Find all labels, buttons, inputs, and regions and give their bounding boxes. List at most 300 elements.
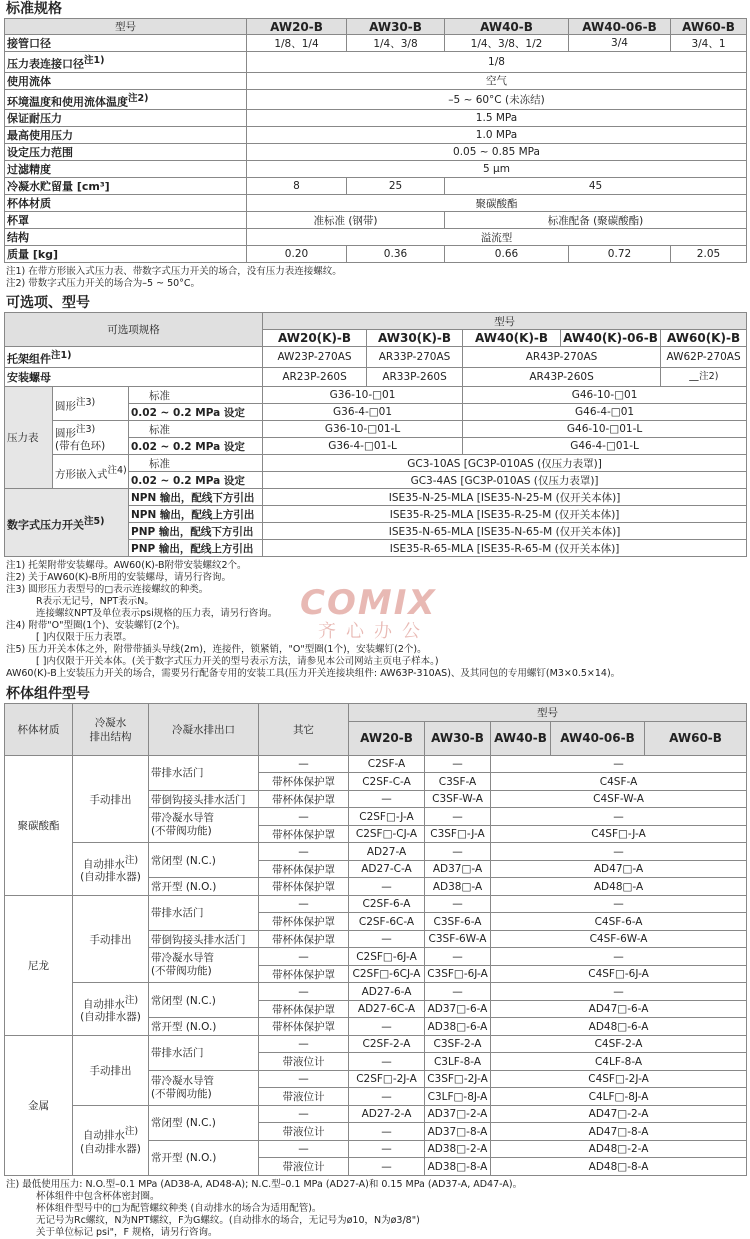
cell: C2SF□-2J-A <box>349 1070 425 1088</box>
footnote: 连接螺纹NPT及单位表示psi规格的压力表，请另行咨询。 <box>36 608 278 620</box>
cell: ISE35-R-25-MLA [ISE35-R-25-M (仅开关本体)] <box>263 506 747 523</box>
header-cell: AW40(K)-B <box>463 330 561 347</box>
cell: C4SF-6W-A <box>491 930 747 948</box>
table-row <box>5 1035 747 1053</box>
cell: G36-10-□01 <box>263 387 463 404</box>
subgroup-label <box>53 455 129 489</box>
cell: — <box>259 1070 349 1088</box>
cell: — <box>491 948 747 966</box>
cell: 0.02 ~ 0.2 MPa 设定 <box>129 438 263 455</box>
cell: AR33P-260S <box>367 367 463 387</box>
footnote: 注2) 带数字式压力开关的场合为–5 ~ 50°C。 <box>6 278 201 290</box>
cell: PNP 输出，配线下方引出 <box>129 523 263 540</box>
cell: 带液位计 <box>259 1088 349 1106</box>
cell: 聚碳酸酯 <box>247 195 747 212</box>
section-title-options: 可选项、型号 <box>6 295 90 312</box>
row-label: 冷凝水贮留量 [cm³] <box>5 178 247 195</box>
footnote: 无记号为Rc螺纹，N为NPT螺纹，F为G螺纹。(自动排水的场合，无记号为ø10，N为ø3/8") <box>36 1214 420 1226</box>
header-cell: AW40-06-B <box>551 721 645 755</box>
table-row <box>5 127 747 144</box>
cell: 标准 <box>129 455 263 472</box>
subgroup-label <box>53 421 129 455</box>
row-label: 质量 [kg] <box>5 246 247 263</box>
cell: — <box>259 1140 349 1158</box>
cell: ISE35-N-25-MLA [ISE35-N-25-M (仅开关本体)] <box>263 489 747 506</box>
outlet-type: 常开型 (N.O.) <box>149 878 259 896</box>
cell: 0.05 ~ 0.85 MPa <box>247 144 747 161</box>
outlet-type <box>149 948 259 983</box>
cell: 空气 <box>247 72 747 89</box>
label-text: 带冷凝水导管 <box>151 812 214 825</box>
cell: 8 <box>247 178 347 195</box>
label-text: (自动排水器) <box>80 1011 141 1024</box>
label-text: 自动排水 <box>82 1129 125 1142</box>
header-cell: AW40-B <box>445 19 569 35</box>
cell: — <box>349 1053 425 1071</box>
label-text: 环境温度和使用流体温度 <box>7 95 128 109</box>
cell: — <box>349 1123 425 1141</box>
cell: — <box>349 1158 425 1176</box>
cell: G36-4-□01 <box>263 404 463 421</box>
cell: NPN 输出，配线上方引出 <box>129 506 263 523</box>
cell: AD47□-A <box>491 860 747 878</box>
cell: AD47□-8-A <box>491 1123 747 1141</box>
cell: AD37□-6-A <box>425 1000 491 1018</box>
cell: C3SF-6W-A <box>425 930 491 948</box>
table-row <box>5 895 747 913</box>
outlet-type <box>149 1070 259 1105</box>
note-ref: 注1) <box>84 55 105 66</box>
cell: C3LF-8-A <box>425 1053 491 1071</box>
cell: 45 <box>445 178 747 195</box>
footnote: [ ]内仅限于开关本体。(关于数字式压力开关的型号表示方法，请参见本公司网站主页电子样本。) <box>36 656 439 668</box>
cell: C3SF-A <box>425 773 491 791</box>
header-cell: 型号 <box>349 704 747 722</box>
outlet-type: 带倒钩接头排水活门 <box>149 930 259 948</box>
label-text: 带冷凝水导管 <box>151 1074 214 1087</box>
cell: 带液位计 <box>259 1053 349 1071</box>
cell: 5 μm <box>247 161 747 178</box>
cell: — <box>425 843 491 861</box>
row-label: 杯罩 <box>5 212 247 229</box>
cell: AD27-6C-A <box>349 1000 425 1018</box>
row-label: 接管口径 <box>5 35 247 52</box>
label-text: 排出结构 <box>89 730 132 743</box>
header-cell: AW60-B <box>671 19 747 35</box>
cell: C2SF-6-A <box>349 895 425 913</box>
cell: G46-10-□01 <box>463 387 747 404</box>
cell: 3/4、1 <box>671 35 747 52</box>
label-text: 圆形 <box>55 427 76 440</box>
cell: 准标准 (钢带) <box>247 212 445 229</box>
row-label: 设定压力范围 <box>5 144 247 161</box>
cell: 1/8、1/4 <box>247 35 347 52</box>
table-row <box>5 161 747 178</box>
label-text: 压力表连接口径 <box>7 57 84 71</box>
table-row <box>5 387 747 404</box>
cell: ISE35-N-65-MLA [ISE35-N-65-M (仅开关本体)] <box>263 523 747 540</box>
cell: C3SF□-6J-A <box>425 965 491 983</box>
label-text: 自动排水 <box>82 858 125 871</box>
footnote: R表示无记号，NPT表示N。 <box>36 596 154 608</box>
cell: — <box>259 895 349 913</box>
outlet-type: 常开型 (N.O.) <box>149 1018 259 1036</box>
label-text: 方形嵌入式 <box>55 468 108 481</box>
table-row <box>5 347 747 368</box>
cell: 带杯体保护罩 <box>259 878 349 896</box>
cell: — <box>349 878 425 896</box>
header-cell: AW20-B <box>247 19 347 35</box>
cell: 带液位计 <box>259 1158 349 1176</box>
cell: 带液位计 <box>259 1123 349 1141</box>
cell: AD37□-2-A <box>425 1105 491 1123</box>
cell: — <box>425 983 491 1001</box>
row-label: 过滤精度 <box>5 161 247 178</box>
label-text: 数字式压力开关 <box>7 518 84 532</box>
cell: 带杯体保护罩 <box>259 825 349 843</box>
label-text: (自动排水器) <box>80 871 141 884</box>
header-cell: AW60(K)-B <box>661 330 747 347</box>
cell: — <box>425 808 491 826</box>
outlet-type: 常闭型 (N.C.) <box>149 983 259 1018</box>
cell: — <box>491 895 747 913</box>
cell: AR33P-270AS <box>367 347 463 368</box>
cell: C2SF□-6CJ-A <box>349 965 425 983</box>
cell: 0.36 <box>347 246 445 263</box>
cell: — <box>349 1018 425 1036</box>
cell: AD48□-A <box>491 878 747 896</box>
cell: C3SF□-2J-A <box>425 1070 491 1088</box>
outlet-type: 带排水活门 <box>149 755 259 790</box>
table-row <box>5 367 747 387</box>
cell: 带杯体保护罩 <box>259 913 349 931</box>
note-ref: 注) <box>124 994 139 1006</box>
group-label: 压力表 <box>5 387 53 489</box>
cell: 带杯体保护罩 <box>259 1018 349 1036</box>
cell: 带杯体保护罩 <box>259 773 349 791</box>
table-row <box>5 52 747 73</box>
table-row <box>5 246 747 263</box>
label-text: (不带阀功能) <box>151 965 212 978</box>
header-cell: 杯体材质 <box>5 704 73 756</box>
footnote: 注1) 在带方形嵌入式压力表、带数字式压力开关的场合，没有压力表连接螺纹。 <box>6 266 342 278</box>
material-label: 尼龙 <box>5 895 73 1035</box>
cell: 带杯体保护罩 <box>259 790 349 808</box>
header-cell: AW30-B <box>347 19 445 35</box>
cell: C3SF-W-A <box>425 790 491 808</box>
cell: — <box>491 843 747 861</box>
cell: AD27-C-A <box>349 860 425 878</box>
cell: AD48□-2-A <box>491 1140 747 1158</box>
drain-type <box>73 983 149 1036</box>
header-cell: AW20-B <box>349 721 425 755</box>
header-cell: 型号 <box>5 19 247 35</box>
cell: C3SF-2-A <box>425 1035 491 1053</box>
cell: AW62P-270AS <box>661 347 747 368</box>
row-label: 安装螺母 <box>5 367 263 387</box>
cell: 标准配备 (聚碳酸酯) <box>445 212 747 229</box>
cell: ISE35-R-65-MLA [ISE35-R-65-M (仅开关本体)] <box>263 540 747 557</box>
material-label: 金属 <box>5 1035 73 1175</box>
material-label: 聚碳酸酯 <box>5 755 73 895</box>
note-ref: 注3) <box>76 397 96 409</box>
drain-type: 手动排出 <box>73 1035 149 1105</box>
header-cell: 冷凝水排出口 <box>149 704 259 756</box>
header-cell: AW30(K)-B <box>367 330 463 347</box>
cell: C2SF□-J-A <box>349 808 425 826</box>
row-label: 杯体材质 <box>5 195 247 212</box>
table-row <box>5 144 747 161</box>
header-cell: AW40(K)-06-B <box>561 330 661 347</box>
cell: C4LF□-8J-A <box>491 1088 747 1106</box>
cell: C3LF□-8J-A <box>425 1088 491 1106</box>
cell: AD47□-2-A <box>491 1105 747 1123</box>
outlet-type: 带排水活门 <box>149 1035 259 1070</box>
dash: — <box>688 374 700 387</box>
cell: 标准 <box>129 387 263 404</box>
label-text: 托架组件 <box>7 352 51 366</box>
cell: G36-10-□01-L <box>263 421 463 438</box>
cell: C2SF-6C-A <box>349 913 425 931</box>
table-row <box>5 489 747 506</box>
cell: 0.02 ~ 0.2 MPa 设定 <box>129 472 263 489</box>
cell: G46-10-□01-L <box>463 421 747 438</box>
table-row <box>5 178 747 195</box>
row-label <box>5 347 263 368</box>
header-cell: AW40-06-B <box>569 19 671 35</box>
bowl-assembly-table <box>4 703 747 1176</box>
cell: C4SF-W-A <box>491 790 747 808</box>
cell: 25 <box>347 178 445 195</box>
note-ref: 注2) <box>128 92 149 104</box>
table-row <box>5 110 747 127</box>
cell: C2SF-2-A <box>349 1035 425 1053</box>
cell: AD47□-6-A <box>491 1000 747 1018</box>
table-header-row <box>5 19 747 35</box>
note-ref: 注3) <box>76 423 96 435</box>
header-cell: 其它 <box>259 704 349 756</box>
cell: 3/4 <box>569 35 671 52</box>
cell: C2SF□-6J-A <box>349 948 425 966</box>
outlet-type: 带排水活门 <box>149 895 259 930</box>
table-row <box>5 195 747 212</box>
comix-watermark <box>300 583 470 641</box>
cell: 带杯体保护罩 <box>259 965 349 983</box>
cell: 0.02 ~ 0.2 MPa 设定 <box>129 404 263 421</box>
cell: — <box>349 930 425 948</box>
drain-type <box>73 843 149 896</box>
cell: — <box>259 983 349 1001</box>
label-text: (带有色环) <box>55 440 106 453</box>
options-table <box>4 312 747 557</box>
label-text: 冷凝水 <box>94 716 127 729</box>
cell: AD48□-6-A <box>491 1018 747 1036</box>
row-label <box>5 52 247 73</box>
cell: GC3-10AS [GC3P-010AS (仅压力表罩)] <box>263 455 747 472</box>
cell: — <box>491 808 747 826</box>
table-row <box>5 89 747 110</box>
header-cell: 可选项规格 <box>5 313 263 347</box>
label-text: (不带阀功能) <box>151 1087 212 1100</box>
cell: — <box>425 948 491 966</box>
cell: — <box>491 755 747 773</box>
watermark-cn: 齐心办公 <box>318 621 430 642</box>
table-header-row <box>5 313 747 330</box>
footnote: 注) 最低使用压力: N.O.型–0.1 MPa (AD38-A, AD48-A); N.C.型–0.1 MPa (AD27-A)和 0.15 MPa (AD37-A, AD47-A)。 <box>6 1178 523 1190</box>
cell: G46-4-□01-L <box>463 438 747 455</box>
table-row <box>5 421 747 438</box>
group-label <box>5 489 129 557</box>
cell: C4SF-A <box>491 773 747 791</box>
cell: AR43P-260S <box>463 367 661 387</box>
cell: C4SF-6-A <box>491 913 747 931</box>
cell: 1/4、3/8 <box>347 35 445 52</box>
cell: C3SF-6-A <box>425 913 491 931</box>
table-row <box>5 843 747 861</box>
label-text: 自动排水 <box>82 998 125 1011</box>
cell: –5 ~ 60°C (未冻结) <box>247 89 747 110</box>
label-text: (不带阀功能) <box>151 825 212 838</box>
cell: C2SF-A <box>349 755 425 773</box>
cell: 溢流型 <box>247 229 747 246</box>
header-cell: AW60-B <box>645 721 747 755</box>
cell: 带杯体保护罩 <box>259 930 349 948</box>
cell: AD37□-A <box>425 860 491 878</box>
cell: C4SF-2-A <box>491 1035 747 1053</box>
footnote: 注5) 压力开关本体之外，附带带插头导线(2m)，连接件，锁紧销，"O"型圈(1个)，安装螺钉(2个)。 <box>6 644 427 656</box>
row-label: 结构 <box>5 229 247 246</box>
cell: AD48□-8-A <box>491 1158 747 1176</box>
table-row <box>5 72 747 89</box>
footnote: 注1) 托架附带安装螺母。AW60(K)-B附带安装螺纹2个。 <box>6 560 247 572</box>
note-ref: 注1) <box>51 350 72 362</box>
footnote: 关于单位标记 psi"，F 规格，请另行咨询。 <box>36 1226 218 1238</box>
header-cell: 型号 <box>263 313 747 330</box>
note-ref: 注4) <box>107 465 127 477</box>
cell: PNP 输出，配线上方引出 <box>129 540 263 557</box>
cell: AR23P-260S <box>263 367 367 387</box>
note-ref: 注2) <box>699 370 719 382</box>
header-cell: AW40-B <box>491 721 551 755</box>
outlet-type: 带倒钩接头排水活门 <box>149 790 259 808</box>
cell: AD27-6-A <box>349 983 425 1001</box>
footnote: 注3) 圆形压力表型号的□表示连接螺纹的种类。 <box>6 584 209 596</box>
cell: 带杯体保护罩 <box>259 860 349 878</box>
cell: 2.05 <box>671 246 747 263</box>
outlet-type: 常闭型 (N.C.) <box>149 843 259 878</box>
table-row <box>5 455 747 472</box>
cell: C2SF□-CJ-A <box>349 825 425 843</box>
outlet-type <box>149 808 259 843</box>
cell: AD37□-8-A <box>425 1123 491 1141</box>
outlet-type: 常闭型 (N.C.) <box>149 1105 259 1140</box>
cell: C4SF□-2J-A <box>491 1070 747 1088</box>
cell: 0.72 <box>569 246 671 263</box>
watermark-brand: COMIX <box>300 583 437 623</box>
cell: C4SF□-6J-A <box>491 965 747 983</box>
cell: 0.20 <box>247 246 347 263</box>
section-title-standard-spec: 标准规格 <box>6 1 62 17</box>
cell: 0.66 <box>445 246 569 263</box>
cell: — <box>259 755 349 773</box>
cell: — <box>349 790 425 808</box>
cell: AD38□-A <box>425 878 491 896</box>
cell: C2SF-C-A <box>349 773 425 791</box>
table-row <box>5 755 747 773</box>
table-row <box>5 212 747 229</box>
cell: — <box>259 808 349 826</box>
header-cell: AW20(K)-B <box>263 330 367 347</box>
cell: AD38□-6-A <box>425 1018 491 1036</box>
footnote: 杯体组件中包含杯体密封圈。 <box>36 1190 160 1202</box>
row-label: 使用流体 <box>5 72 247 89</box>
cell: — <box>259 843 349 861</box>
cell: — <box>259 948 349 966</box>
table-header-row <box>5 704 747 722</box>
cell: — <box>259 1105 349 1123</box>
cell: — <box>425 895 491 913</box>
cell: C4LF-8-A <box>491 1053 747 1071</box>
row-label <box>5 89 247 110</box>
label-text: 圆形 <box>55 400 76 413</box>
cell: AD27-A <box>349 843 425 861</box>
footnote: 杯体组件型号中的□为配管螺纹种类 (自动排水的场合为适用配管)。 <box>36 1202 322 1214</box>
cell: 1.5 MPa <box>247 110 747 127</box>
cell: AD38□-2-A <box>425 1140 491 1158</box>
cell <box>661 367 747 387</box>
cell: — <box>491 983 747 1001</box>
row-label: 保证耐压力 <box>5 110 247 127</box>
drain-type: 手动排出 <box>73 895 149 983</box>
row-label: 最高使用压力 <box>5 127 247 144</box>
cell: — <box>349 1140 425 1158</box>
label-text: (自动排水器) <box>80 1142 141 1155</box>
cell: 带杯体保护罩 <box>259 1000 349 1018</box>
cell: GC3-4AS [GC3P-010AS (仅压力表罩)] <box>263 472 747 489</box>
cell: 标准 <box>129 421 263 438</box>
note-ref: 注) <box>124 854 139 866</box>
cell: AD38□-8-A <box>425 1158 491 1176</box>
cell: AD27-2-A <box>349 1105 425 1123</box>
label-text: 带冷凝水导管 <box>151 952 214 965</box>
drain-type: 手动排出 <box>73 755 149 843</box>
cell: G36-4-□01-L <box>263 438 463 455</box>
footnote: [ ]内仅限于压力表罩。 <box>36 632 132 644</box>
section-title-bowl-assembly: 杯体组件型号 <box>6 686 90 703</box>
cell: NPN 输出，配线下方引出 <box>129 489 263 506</box>
note-ref: 注) <box>124 1126 139 1138</box>
note-ref: 注5) <box>84 516 105 528</box>
table-row <box>5 1105 747 1123</box>
cell: 1/8 <box>247 52 747 73</box>
header-cell <box>73 704 149 756</box>
table-row <box>5 983 747 1001</box>
subgroup-label <box>53 387 129 421</box>
cell: G46-4-□01 <box>463 404 747 421</box>
cell: — <box>349 1088 425 1106</box>
cell: — <box>259 1035 349 1053</box>
header-cell: AW30-B <box>425 721 491 755</box>
footnote: 注2) 关于AW60(K)-B所用的安装螺母，请另行咨询。 <box>6 572 231 584</box>
drain-type <box>73 1105 149 1175</box>
cell: 1/4、3/8、1/2 <box>445 35 569 52</box>
cell: AW23P-270AS <box>263 347 367 368</box>
cell: AR43P-270AS <box>463 347 661 368</box>
footnote: 注4) 附带"O"型圈(1个)、安装螺钉(2个)。 <box>6 620 186 632</box>
outlet-type: 常开型 (N.O.) <box>149 1140 259 1175</box>
cell: — <box>425 755 491 773</box>
table-row <box>5 229 747 246</box>
